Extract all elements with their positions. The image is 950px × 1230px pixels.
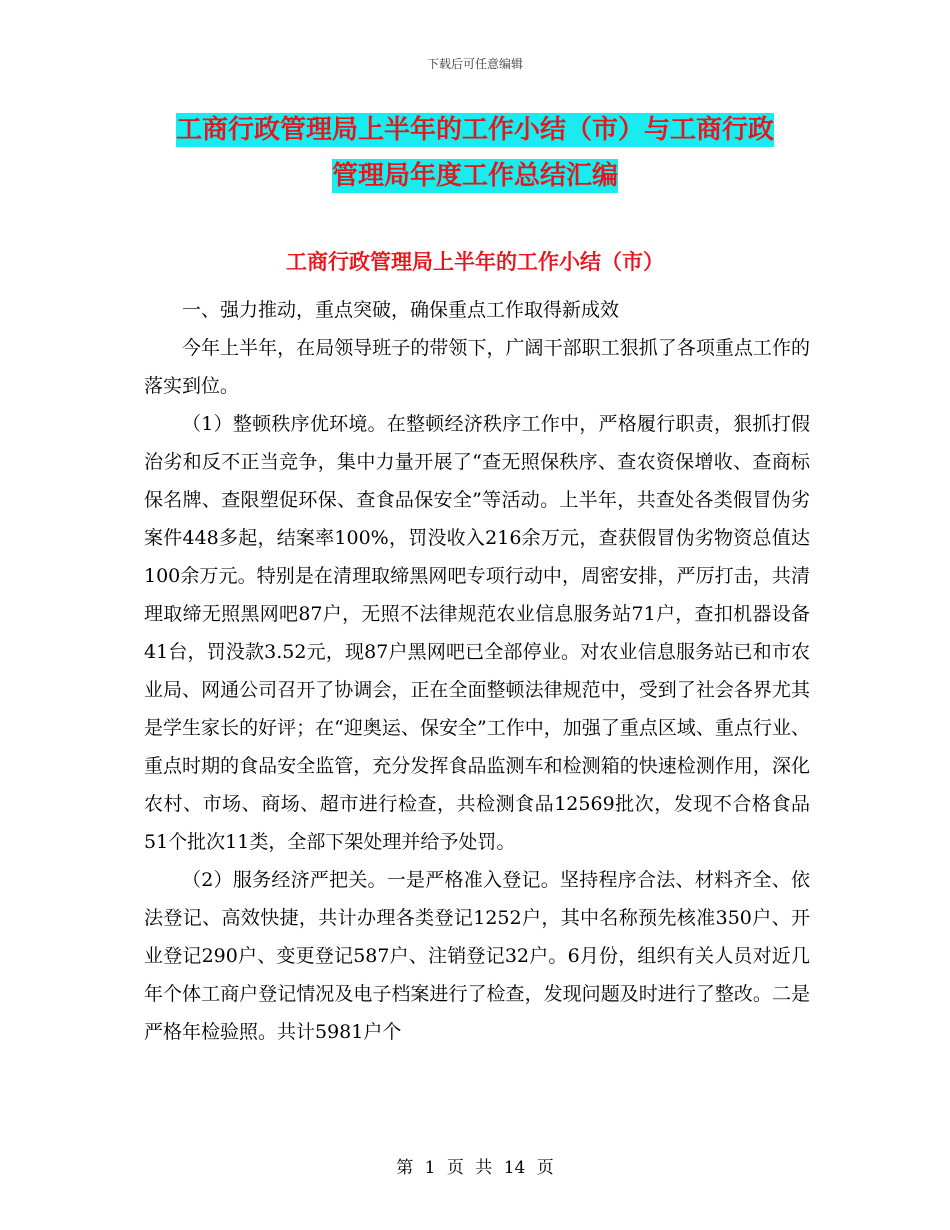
document-title [0,107,950,199]
paragraph-heading: 一、强力推动，重点突破，确保重点工作取得新成效 [182,299,620,321]
paragraph: 今年上半年，在局领导班子的带领下，广阔干部职工狠抓了各项重点工作的落实到位。 [144,337,810,397]
section-title: 工商行政管理局上半年的工作小结（市） [286,250,664,274]
title-line-2: 管理局年度工作总结汇编 [331,161,618,191]
title-line-1: 工商行政管理局上半年的工作小结（市）与工商行政 [175,115,774,145]
body-text [144,291,810,1051]
paragraph: （1）整顿秩序优环境。在整顿经济秩序工作中，严格履行职责，狠抓打假治劣和反不正当竞争，集中力量开展了“查无照保秩序、查农资保增收、查商标保名牌、查限塑促环保、查食品保安全”等活动。上半年，共查处各类假冒伪劣案件448多起，结案率100%，罚没收入216余万元，查获假冒伪劣物资总值达100余万元。特别是在清理取缔黑网吧专项行动中，周密安排，严厉打击，共清理取缔无照黑网吧87户，无照不法律规范农业信息服务站71户，查扣机器设备41台，罚没款3.52元，现87户黑网吧已全部停业。对农业信息服务站已和市农业局、网通公司召开了协调会，正在全面整顿法律规范中，受到了社会各界尤其是学生家长的好评；在“迎奥运、保安全”工作中，加强了重点区域、重点行业、重点时期的食品安全监管，充分发挥食品监测车和检测箱的快速检测作用，深化农村、市场、商场、超市进行检查，共检测食品12569批次，发现不合格食品51个批次11类，全部下架处理并给予处罚。 [144,413,810,853]
paragraph: （2）服务经济严把关。一是严格准入登记。坚持程序合法、材料齐全、依法登记、高效快捷，共计办理各类登记1252户，其中名称预先核准350户、开业登记290户、变更登记587户、注销登记32户。6月份，组织有关人员对近几年个体工商户登记情况及电子档案进行了检查，发现问题及时进行了整改。二是严格年检验照。共计5981户个 [144,869,810,1043]
page-footer: 第 1 页 共 14 页 [396,1158,554,1178]
page-header: 下载后可任意编辑 [426,57,523,71]
